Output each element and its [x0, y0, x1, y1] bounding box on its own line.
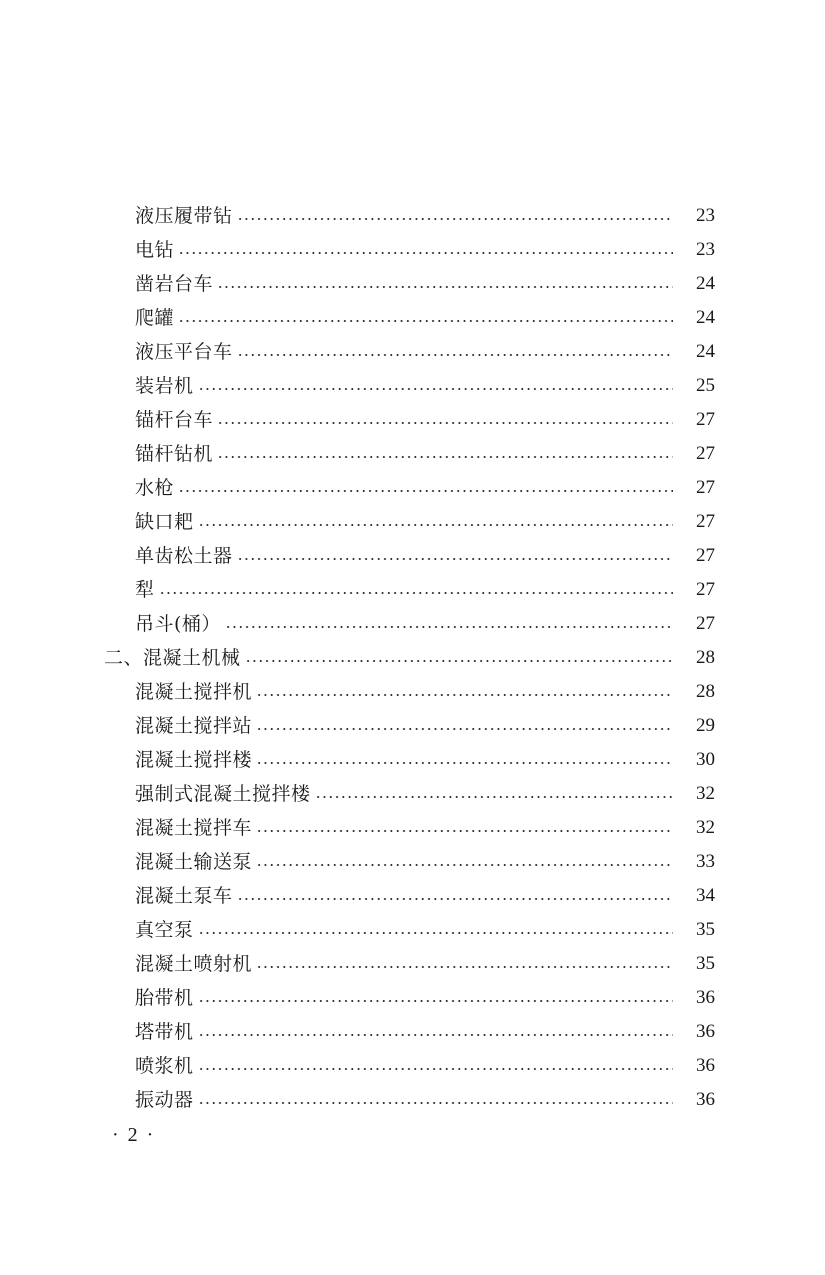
toc-entry-page: 27 — [696, 613, 715, 634]
toc-entry-page: 32 — [696, 817, 715, 838]
toc-entry-title: 塔带机 — [135, 1021, 194, 1043]
toc-entry-page: 25 — [696, 375, 715, 396]
toc-dot-leader — [198, 1068, 673, 1070]
toc-entry — [0, 573, 825, 607]
toc-entry-title: 电钻 — [135, 239, 175, 261]
toc-entry-title: 混凝土搅拌机 — [135, 681, 253, 703]
toc-entry — [0, 335, 825, 369]
page-number: · 2 · — [112, 1124, 156, 1146]
toc-entry — [0, 607, 825, 641]
toc-entry — [0, 369, 825, 403]
toc-entry-page: 36 — [696, 1021, 715, 1042]
toc-entry-page: 33 — [696, 851, 715, 872]
toc-entry-title: 犁 — [135, 579, 155, 601]
toc-dot-leader — [256, 966, 673, 968]
toc-entry-title: 锚杆钻机 — [135, 443, 214, 465]
toc-entry — [0, 403, 825, 437]
toc-entry-page: 23 — [696, 205, 715, 226]
toc-entry-title: 缺口耙 — [135, 511, 194, 533]
toc-dot-leader — [256, 728, 673, 730]
toc-entry — [0, 947, 825, 981]
toc-dot-leader — [245, 660, 673, 662]
toc-entry — [0, 233, 825, 267]
toc-dot-leader — [225, 626, 673, 628]
toc-entry-title: 喷浆机 — [135, 1055, 194, 1077]
toc-entry-page: 27 — [696, 579, 715, 600]
toc-dot-leader — [198, 388, 673, 390]
toc-entry-page: 24 — [696, 341, 715, 362]
toc-dot-leader — [217, 422, 673, 424]
toc-entry-title: 单齿松土器 — [135, 545, 233, 567]
toc-dot-leader — [198, 1102, 673, 1104]
toc-entry-title: 凿岩台车 — [135, 273, 214, 295]
toc-entry — [0, 709, 825, 743]
toc-entry-title: 混凝土输送泵 — [135, 851, 253, 873]
toc-entry-page: 36 — [696, 987, 715, 1008]
toc-entry — [0, 1083, 825, 1117]
toc-dot-leader — [178, 252, 673, 254]
toc-entry-page: 27 — [696, 511, 715, 532]
toc-entry-page: 35 — [696, 919, 715, 940]
toc-entry — [0, 505, 825, 539]
toc-entry-title: 液压平台车 — [135, 341, 233, 363]
toc-entry-page: 27 — [696, 443, 715, 464]
toc-entry-page: 24 — [696, 273, 715, 294]
toc-entry-page: 35 — [696, 953, 715, 974]
toc-entry — [0, 1015, 825, 1049]
table-of-contents — [0, 199, 825, 1117]
toc-entry — [0, 879, 825, 913]
toc-dot-leader — [159, 592, 673, 594]
toc-entry — [0, 267, 825, 301]
toc-dot-leader — [198, 1034, 673, 1036]
toc-entry — [0, 981, 825, 1015]
toc-entry — [0, 471, 825, 505]
toc-entry-title: 水枪 — [135, 477, 175, 499]
toc-dot-leader — [237, 558, 673, 560]
toc-dot-leader — [217, 286, 673, 288]
toc-entry-page: 36 — [696, 1055, 715, 1076]
toc-entry-title: 装岩机 — [135, 375, 194, 397]
toc-entry-page: 29 — [696, 715, 715, 736]
toc-entry-title: 振动器 — [135, 1089, 194, 1111]
toc-entry — [0, 811, 825, 845]
toc-entry-page: 36 — [696, 1089, 715, 1110]
toc-entry — [0, 539, 825, 573]
toc-entry-title: 爬罐 — [135, 307, 175, 329]
toc-entry-page: 32 — [696, 783, 715, 804]
toc-dot-leader — [256, 830, 673, 832]
toc-entry-page: 28 — [696, 647, 715, 668]
toc-dot-leader — [256, 864, 673, 866]
toc-entry-title: 混凝土搅拌楼 — [135, 749, 253, 771]
toc-entry-title: 胎带机 — [135, 987, 194, 1009]
toc-entry-page: 24 — [696, 307, 715, 328]
toc-dot-leader — [198, 932, 673, 934]
toc-dot-leader — [256, 694, 673, 696]
toc-dot-leader — [237, 354, 673, 356]
toc-entry-title: 混凝土搅拌车 — [135, 817, 253, 839]
toc-dot-leader — [256, 762, 673, 764]
toc-entry — [0, 1049, 825, 1083]
toc-entry — [0, 675, 825, 709]
toc-entry-page: 27 — [696, 477, 715, 498]
toc-dot-leader — [198, 524, 673, 526]
toc-entry-title: 混凝土搅拌站 — [135, 715, 253, 737]
toc-entry-page: 23 — [696, 239, 715, 260]
toc-entry — [0, 845, 825, 879]
toc-entry-title: 强制式混凝土搅拌楼 — [135, 783, 311, 805]
toc-entry — [0, 199, 825, 233]
toc-entry-page: 30 — [696, 749, 715, 770]
toc-entry-title: 真空泵 — [135, 919, 194, 941]
toc-entry-title: 混凝土泵车 — [135, 885, 233, 907]
toc-entry — [0, 777, 825, 811]
toc-entry-page: 34 — [696, 885, 715, 906]
toc-entry-page: 27 — [696, 545, 715, 566]
toc-entry-title: 吊斗(桶） — [135, 613, 221, 635]
toc-entry-page: 28 — [696, 681, 715, 702]
toc-entry-title: 锚杆台车 — [135, 409, 214, 431]
toc-entry — [0, 437, 825, 471]
toc-dot-leader — [217, 456, 673, 458]
toc-dot-leader — [237, 898, 673, 900]
toc-entry — [0, 301, 825, 335]
toc-dot-leader — [178, 490, 673, 492]
toc-entry-title: 液压履带钻 — [135, 205, 233, 227]
toc-dot-leader — [178, 320, 673, 322]
toc-section-heading — [0, 641, 825, 675]
toc-dot-leader — [315, 796, 673, 798]
toc-dot-leader — [237, 218, 673, 220]
toc-entry — [0, 743, 825, 777]
toc-entry-page: 27 — [696, 409, 715, 430]
toc-entry-title: 二、混凝土机械 — [104, 647, 241, 669]
toc-dot-leader — [198, 1000, 673, 1002]
toc-entry-title: 混凝土喷射机 — [135, 953, 253, 975]
toc-entry — [0, 913, 825, 947]
